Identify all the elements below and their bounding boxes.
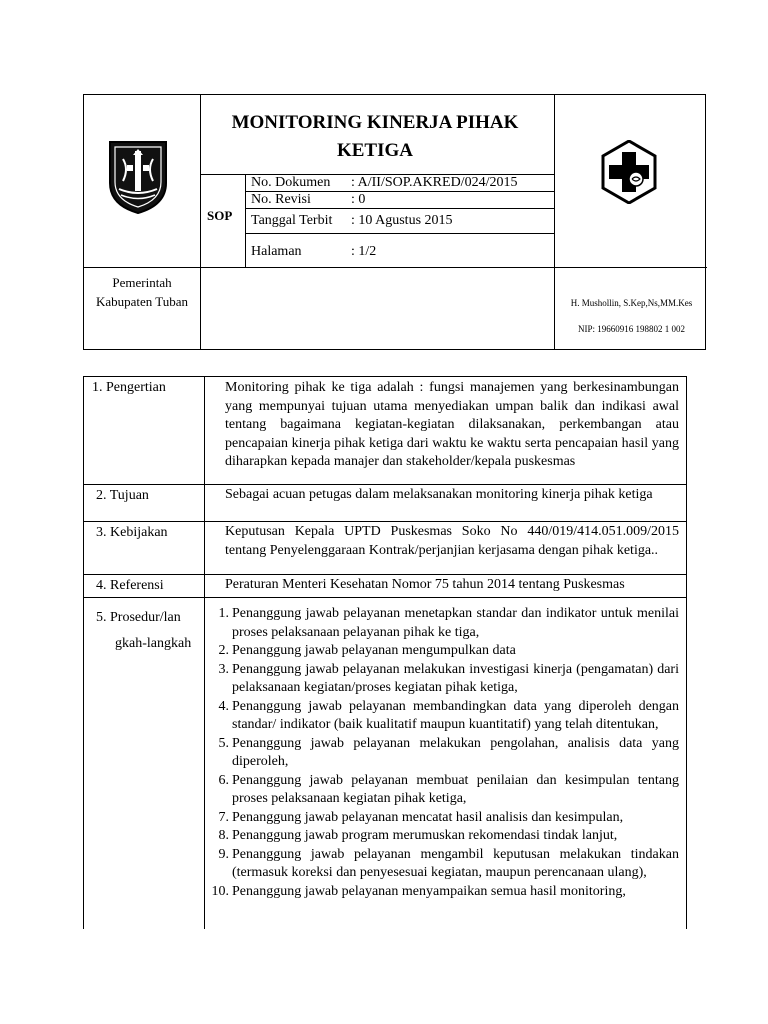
prosedur-steps-list [205,605,679,901]
list-item [205,698,679,735]
sop-header [83,94,706,350]
list-item [205,605,679,642]
step-text: Penanggung jawab pelayanan membandingkan data yang diperoleh dengan standar/ indikator (baik kualitatif maupun kuantitatif) yang telah ditentukan, [232,698,679,732]
signer-name: H. Mushollin, S.Kep,Ns,MM.Kes [570,298,693,308]
tujuan-label: 2. Tujuan [96,488,149,503]
step-text: Penanggung jawab pelayanan menetapkan standar dan indikator untuk menilai proses pelaksanaan pelayanan pihak ke tiga, [232,606,679,640]
step-text: Penanggung jawab pelayanan mengumpulkan data [232,643,516,658]
list-item [205,827,679,846]
divider [84,267,707,268]
divider [84,484,686,485]
step-text: Penanggung jawab pelayanan melakukan investigasi kinerja (pengamatan) dari pelaksanaan kegiatan/proses kegiatan pihak ketiga, [232,661,679,695]
step-number: 5. [218,735,229,751]
signer-nip: NIP: 19660916 198802 1 002 [577,324,685,334]
divider [554,95,555,349]
divider [245,208,554,209]
pengertian-label: 1. Pengertian [92,380,166,395]
title-line: KETIGA [336,140,414,161]
kabupaten-tuban-crest-icon [107,139,169,215]
step-number: 10. [211,883,229,899]
list-item [205,772,679,809]
sop-content-table [83,376,687,929]
referensi-text: Peraturan Menteri Kesehatan Nomor 75 tahun 2014 tentang Puskesmas [225,577,625,592]
list-item [205,661,679,698]
kebijakan-label: 3. Kebijakan [96,525,168,540]
list-item [205,735,679,772]
tujuan-text: Sebagai acuan petugas dalam melaksanakan monitoring kinerja pihak ketiga [225,487,653,502]
step-text: Penanggung jawab program merumuskan rekomendasi tindak lanjut, [232,828,618,843]
list-item [205,846,679,883]
no-dokumen-value: : A/II/SOP.AKRED/024/2015 [351,175,518,190]
title-line: MONITORING KINERJA PIHAK [231,112,519,133]
no-revisi-label: No. Revisi [251,192,311,207]
divider [245,233,554,234]
halaman-value: : 1/2 [351,244,377,259]
tanggal-terbit-value: : 10 Agustus 2015 [351,213,453,228]
puskesmas-logo-icon [597,140,669,212]
step-number: 7. [218,809,229,825]
prosedur-label [96,605,191,657]
step-text: Penanggung jawab pelayanan melakukan pengolahan, analisis data yang diperoleh, [232,735,679,769]
divider [84,574,686,575]
step-text: Penanggung jawab pelayanan mengambil keputusan melakukan tindakan (termasuk koreksi dan penyesesuai kegiatan, maupun perencanaan ulang), [232,846,679,880]
halaman-label: Halaman [251,244,302,259]
pemerintah-line: Kabupaten Tuban [95,294,189,309]
step-number: 8. [218,828,229,843]
divider [245,174,246,267]
step-number: 3. [218,661,229,677]
kebijakan-text: Keputusan Kepala UPTD Puskesmas Soko No 440/019/414.051.009/2015 tentang Penyelenggaraan Kontrak/perjanjian kerjasama dengan pihak ketiga.. [225,524,679,558]
referensi-label: 4. Referensi [96,578,164,593]
pengertian-text: Monitoring pihak ke tiga adalah : fungsi manajemen yang berkesinambungan yang mempunyai tujuan utama menyediakan umpan balik dan indikasi awal tentang bagaimana kegiatan-kegiatan dilaksanakan, perkembangan atau pencapaian kinerja pihak ketiga dari waktu ke waktu serta pencapaian hasil yang diharapkan kepada manajer dan stakeholder/kepala puskesmas [225,380,679,469]
step-number: 6. [218,772,229,788]
step-number: 1. [218,606,229,621]
pemerintah-line: Pemerintah [112,275,172,290]
tanggal-terbit-label: Tanggal Terbit [251,213,333,228]
divider [84,597,686,598]
step-number: 2. [218,643,229,658]
list-item [205,883,679,902]
step-text: Penanggung jawab pelayanan mencatat hasil analisis dan kesimpulan, [232,809,624,825]
prosedur-label-line: 5. Prosedur/lan [96,610,181,625]
divider [84,521,686,522]
step-text: Penanggung jawab pelayanan menyampaikan semua hasil monitoring, [232,883,626,899]
pemerintah-label [84,273,200,311]
no-dokumen-label: No. Dokumen [251,175,331,190]
step-text: Penanggung jawab pelayanan membuat penilaian dan kesimpulan tentang proses pelaksanaan kegiatan pihak ketiga, [232,772,679,806]
list-item [205,809,679,828]
document-title [200,109,550,165]
prosedur-label-line: gkah-langkah [115,636,192,651]
no-revisi-value: : 0 [351,192,366,207]
sop-label: SOP [207,208,233,223]
step-number: 9. [218,846,229,862]
step-number: 4. [218,698,229,714]
list-item [205,642,679,661]
